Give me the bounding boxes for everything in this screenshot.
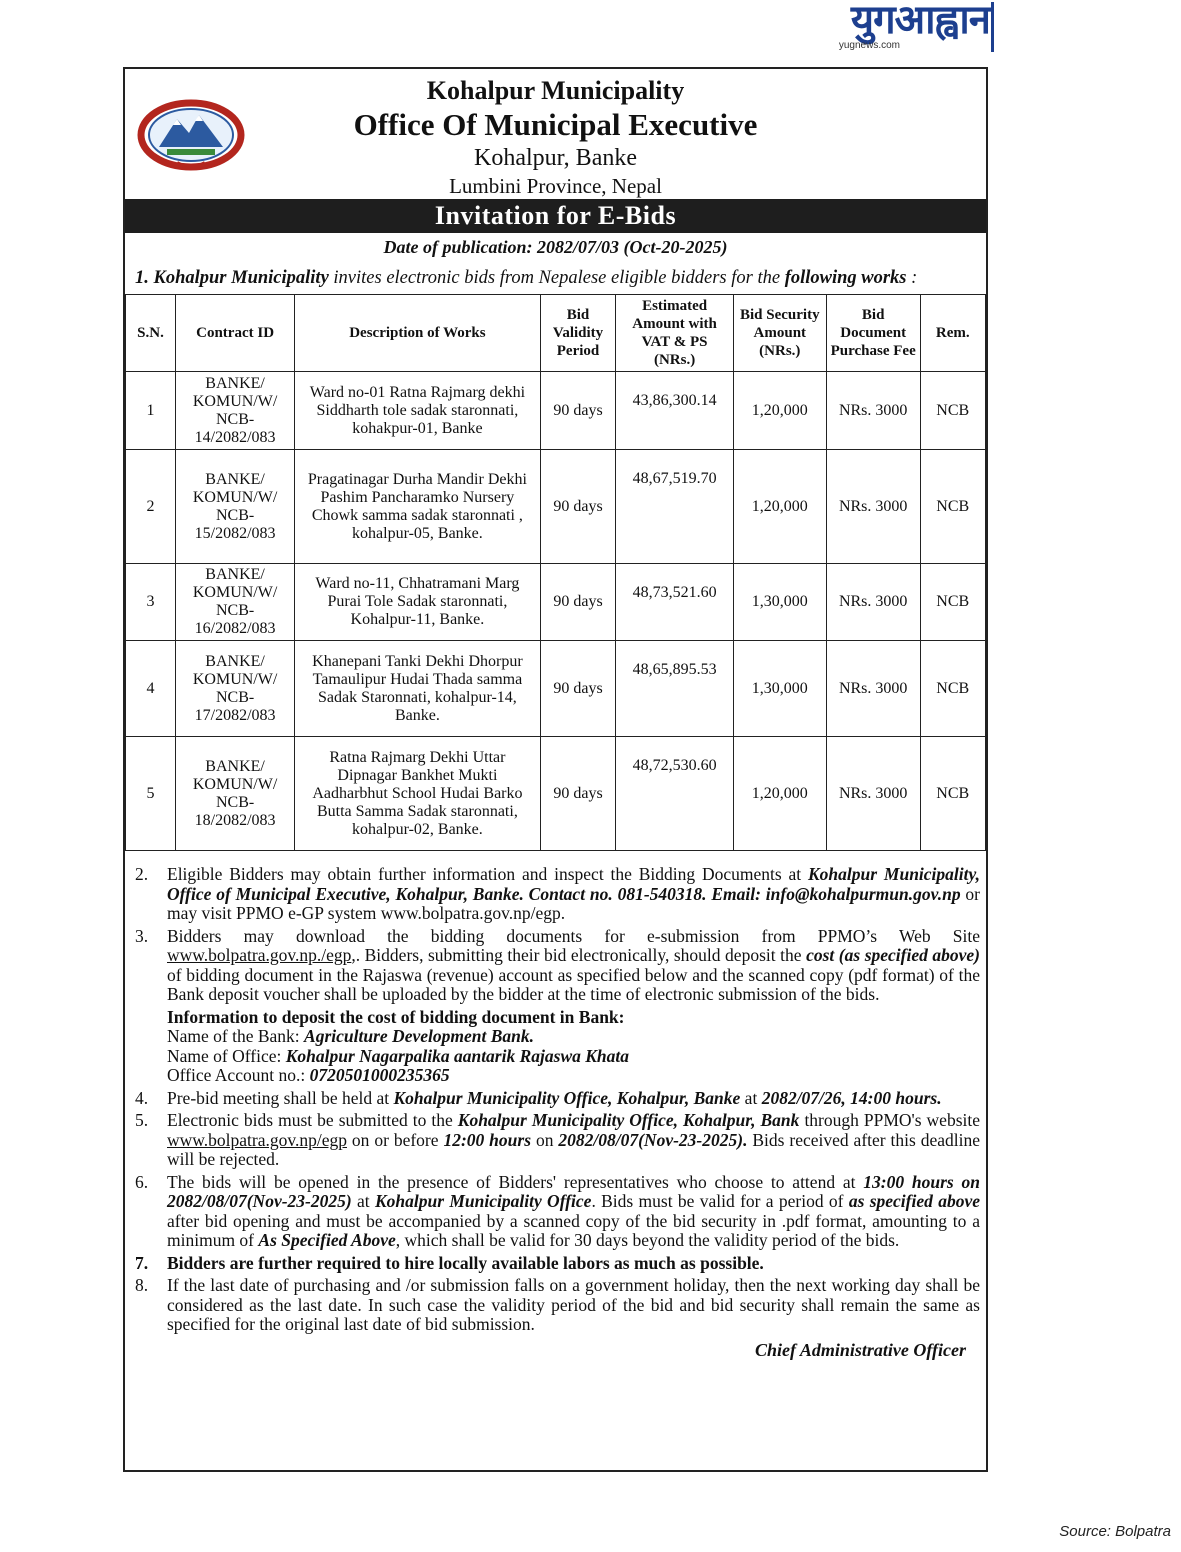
paragraph-6 — [135, 1173, 980, 1251]
p8-text: If the last date of purchasing and /or submission falls on a government holiday, then the next working day shall be considered as the last date. In such case the validity period of the bid and bid security shall remain the same as specified for the original last date of bid submission. — [167, 1275, 980, 1334]
publication-date: Date of publication: 2082/07/03 (Oct-20-2025) — [383, 237, 728, 257]
header-cell: Rem. — [920, 295, 985, 372]
paragraph-2 — [135, 865, 980, 924]
notice-paragraphs — [125, 851, 986, 1360]
source-caption: Source: Bolpatra — [1059, 1523, 1171, 1540]
p6-text: The bids will be opened in the presence of Bidders' representatives who choose to attend at — [167, 1171, 864, 1192]
logo-site: yugnews.com — [838, 40, 900, 51]
p3-text-c: of bidding document in the Rajaswa (revenue) account as specified below and the scanned copy (pdf format) of the Bank deposit voucher shall be uploaded by the bidder at the time of electronic submission of the bids. — [167, 964, 980, 1004]
p5-hours: 12:00 hours — [443, 1129, 532, 1150]
works-table — [125, 294, 986, 851]
p5-date: 2082/08/07(Nov-23-2025). — [558, 1129, 748, 1150]
cell-contract-id: BANKE/ KOMUN/W/ NCB- 18/2082/083 — [175, 737, 294, 851]
cell-estimated: 48,72,530.60 — [616, 737, 733, 851]
p6-text-end: , which shall be valid for 30 days beyond the validity period of the bids. — [395, 1230, 900, 1250]
header-line-2: Office Of Municipal Executive — [353, 107, 758, 142]
header-cell: Estimated Amount with VAT & PS (NRs.) — [616, 295, 733, 372]
p4-text: Pre-bid meeting shall be held at — [167, 1087, 394, 1108]
cell-rem: NCB — [920, 564, 985, 641]
p6-time: 13:00 hours on 2082/08/07(Nov-23-2025) — [167, 1171, 980, 1211]
table-row — [126, 737, 986, 851]
cell-security: 1,20,000 — [733, 372, 826, 450]
cell-fee: NRs. 3000 — [826, 450, 920, 564]
cell-description: Khanepani Tanki Dekhi Dhorpur Tamaulipur Hudai Thada samma Sadak Staronnati, kohalpur-14, Banke. — [295, 641, 540, 737]
intro-mid: invites electronic bids from Nepalese eligible bidders for the — [328, 268, 785, 288]
p5-text-d: on or before — [346, 1129, 444, 1150]
p5-on: on — [531, 1129, 559, 1150]
p6-validity: as specified above — [848, 1191, 980, 1211]
paragraph-number: 8. — [135, 1275, 149, 1295]
notice-header — [125, 69, 986, 199]
p3-text-b: ,. Bidders, submitting their bid electronically, should deposit the — [351, 945, 807, 965]
p5-text: Electronic bids must be submitted to the — [167, 1110, 458, 1130]
cell-estimated: 48,67,519.70 — [616, 450, 733, 564]
office-name-line — [167, 1047, 980, 1067]
cell-sn: 3 — [126, 564, 176, 641]
table-row — [126, 564, 986, 641]
signature: Chief Administrative Officer — [755, 1339, 966, 1360]
p4-at: at — [740, 1087, 762, 1108]
p5-text-c: through PPMO's website — [799, 1110, 980, 1130]
cell-sn: 2 — [126, 450, 176, 564]
cell-estimated: 43,86,300.14 — [616, 372, 733, 450]
nepal-emblem-icon — [137, 99, 245, 171]
cell-validity: 90 days — [540, 450, 616, 564]
paragraph-number: 4. — [135, 1087, 149, 1108]
cell-sn: 1 — [126, 372, 176, 450]
intro-org: Kohalpur Municipality — [153, 268, 329, 288]
paragraph-8 — [135, 1276, 980, 1335]
header-cell: Description of Works — [295, 295, 540, 372]
p4-time: 2082/07/26, 14:00 hours. — [761, 1087, 942, 1108]
cell-contract-id: BANKE/ KOMUN/W/ NCB- 17/2082/083 — [175, 641, 294, 737]
office-label: Name of Office: — [167, 1045, 286, 1066]
paragraph-5 — [135, 1111, 980, 1170]
cell-fee: NRs. 3000 — [826, 737, 920, 851]
cell-fee: NRs. 3000 — [826, 372, 920, 450]
cell-validity: 90 days — [540, 641, 616, 737]
p7-text: Bidders are further required to hire locally available labors as much as possible. — [167, 1252, 764, 1273]
paragraph-number: 6. — [135, 1171, 149, 1192]
cell-validity: 90 days — [540, 372, 616, 450]
cell-rem: NCB — [920, 737, 985, 851]
bank-value: Agriculture Development Bank. — [304, 1026, 534, 1046]
table-row — [126, 372, 986, 450]
paragraph-4 — [135, 1089, 980, 1109]
logo-bar — [991, 2, 994, 52]
header-cell: Bid Security Amount (NRs.) — [733, 295, 826, 372]
paragraph-number: 7. — [135, 1252, 149, 1273]
table-row — [126, 641, 986, 737]
cell-security: 1,20,000 — [733, 450, 826, 564]
p5-link[interactable]: www.bolpatra.gov.np/egp — [167, 1129, 347, 1150]
cell-contract-id: BANKE/ KOMUN/W/ NCB- 14/2082/083 — [175, 372, 294, 450]
p4-venue: Kohalpur Municipality Office, Kohalpur, Banke — [393, 1087, 741, 1108]
cell-rem: NCB — [920, 372, 985, 450]
header-cell: Contract ID — [175, 295, 294, 372]
cell-security: 1,20,000 — [733, 737, 826, 851]
bank-label: Name of the Bank: — [167, 1026, 305, 1046]
cell-sn: 4 — [126, 641, 176, 737]
cell-security: 1,30,000 — [733, 564, 826, 641]
paragraph-number: 5. — [135, 1110, 149, 1130]
cell-security: 1,30,000 — [733, 641, 826, 737]
cell-estimated: 48,73,521.60 — [616, 564, 733, 641]
header-line-4: Lumbini Province, Nepal — [449, 174, 662, 198]
p6-venue: Kohalpur Municipality Office — [374, 1191, 592, 1211]
p2-text: Eligible Bidders may obtain further information and inspect the Bidding Documents at — [167, 864, 808, 884]
p6-amount: As Specified Above — [258, 1230, 396, 1250]
office-value: Kohalpur Nagarpalika aantarik Rajaswa Khata — [285, 1045, 630, 1066]
newspaper-logo — [728, 0, 990, 52]
header-line-3: Kohalpur, Banke — [474, 145, 637, 171]
cell-rem: NCB — [920, 641, 985, 737]
table-row — [126, 450, 986, 564]
cell-validity: 90 days — [540, 737, 616, 851]
p6-text-g: after bid opening and must be accompanied by a scanned copy of the bid security in .pdf format, amounting to a minimum of — [167, 1210, 980, 1250]
cell-rem: NCB — [920, 450, 985, 564]
table-header-row — [126, 295, 986, 372]
p6-text-e: . Bids must be valid for a period of — [591, 1191, 849, 1211]
p3-cost: cost (as specified above) — [806, 945, 981, 965]
p2-contact: Kohalpur Municipality, Office of Municipal Executive, Kohalpur, Banke. Contact no. 081-540318. Email: info@kohalpurmun.gov.np — [167, 864, 980, 904]
intro-number: 1. — [135, 268, 149, 288]
p3-text: Bidders may download the bidding documents for e-submission from PPMO’s Web Site — [167, 925, 980, 946]
cell-description: Pragatinagar Durha Mandir Dekhi Pashim Pancharamko Nursery Chowk samma sadak staronnati , kohalpur-05, Banke. — [295, 450, 540, 564]
paragraph-3 — [135, 927, 980, 1086]
intro-end: : — [906, 268, 918, 288]
title-banner: Invitation for E-Bids — [125, 199, 986, 233]
p3-link[interactable]: www.bolpatra.gov.np./egp — [167, 945, 352, 965]
cell-estimated: 48,65,895.53 — [616, 641, 733, 737]
cell-description: Ward no-11, Chhatramani Marg Purai Tole Sadak staronnati, Kohalpur-11, Banke. — [295, 564, 540, 641]
header-cell: Bid Validity Period — [540, 295, 616, 372]
header-cell: Bid Document Purchase Fee — [826, 295, 920, 372]
cell-fee: NRs. 3000 — [826, 641, 920, 737]
cell-sn: 5 — [126, 737, 176, 851]
account-line — [167, 1066, 980, 1086]
p5-office: Kohalpur Municipality Office, Kohalpur, Bank — [457, 1110, 800, 1130]
intro-following: following works — [784, 268, 907, 288]
p6-at: at — [351, 1191, 375, 1211]
account-label: Office Account no.: — [167, 1065, 310, 1085]
cell-contract-id: BANKE/ KOMUN/W/ NCB- 16/2082/083 — [175, 564, 294, 641]
cell-description: Ward no-01 Ratna Rajmarg dekhi Siddharth tole sadak staronnati, kohakpur-01, Banke — [295, 372, 540, 450]
bank-info-title: Information to deposit the cost of bidding document in Bank: — [167, 1006, 625, 1027]
logo-brand: युगआह्वान — [850, 0, 990, 43]
cell-contract-id: BANKE/ KOMUN/W/ NCB- 15/2082/083 — [175, 450, 294, 564]
p2-text-end: or may visit PPMO e-GP system www.bolpatra.gov.np/egp. — [167, 883, 981, 923]
bank-name-line — [167, 1027, 980, 1047]
header-line-1: Kohalpur Municipality — [426, 76, 685, 105]
paragraph-number: 2. — [135, 864, 149, 884]
cell-validity: 90 days — [540, 564, 616, 641]
cell-fee: NRs. 3000 — [826, 564, 920, 641]
intro-paragraph — [125, 258, 986, 288]
paragraph-7 — [135, 1254, 980, 1274]
header-cell: S.N. — [126, 295, 176, 372]
account-value: 0720501000235365 — [309, 1065, 450, 1085]
paragraph-number: 3. — [135, 925, 149, 946]
notice-frame — [123, 67, 988, 1472]
cell-description: Ratna Rajmarg Dekhi Uttar Dipnagar Bankhet Mukti Aadharbhut School Hudai Barko Butta Samma Sadak staronnati, kohalpur-02, Banke. — [295, 737, 540, 851]
p5-text-end: Bids received after this deadline will be rejected. — [167, 1129, 981, 1169]
